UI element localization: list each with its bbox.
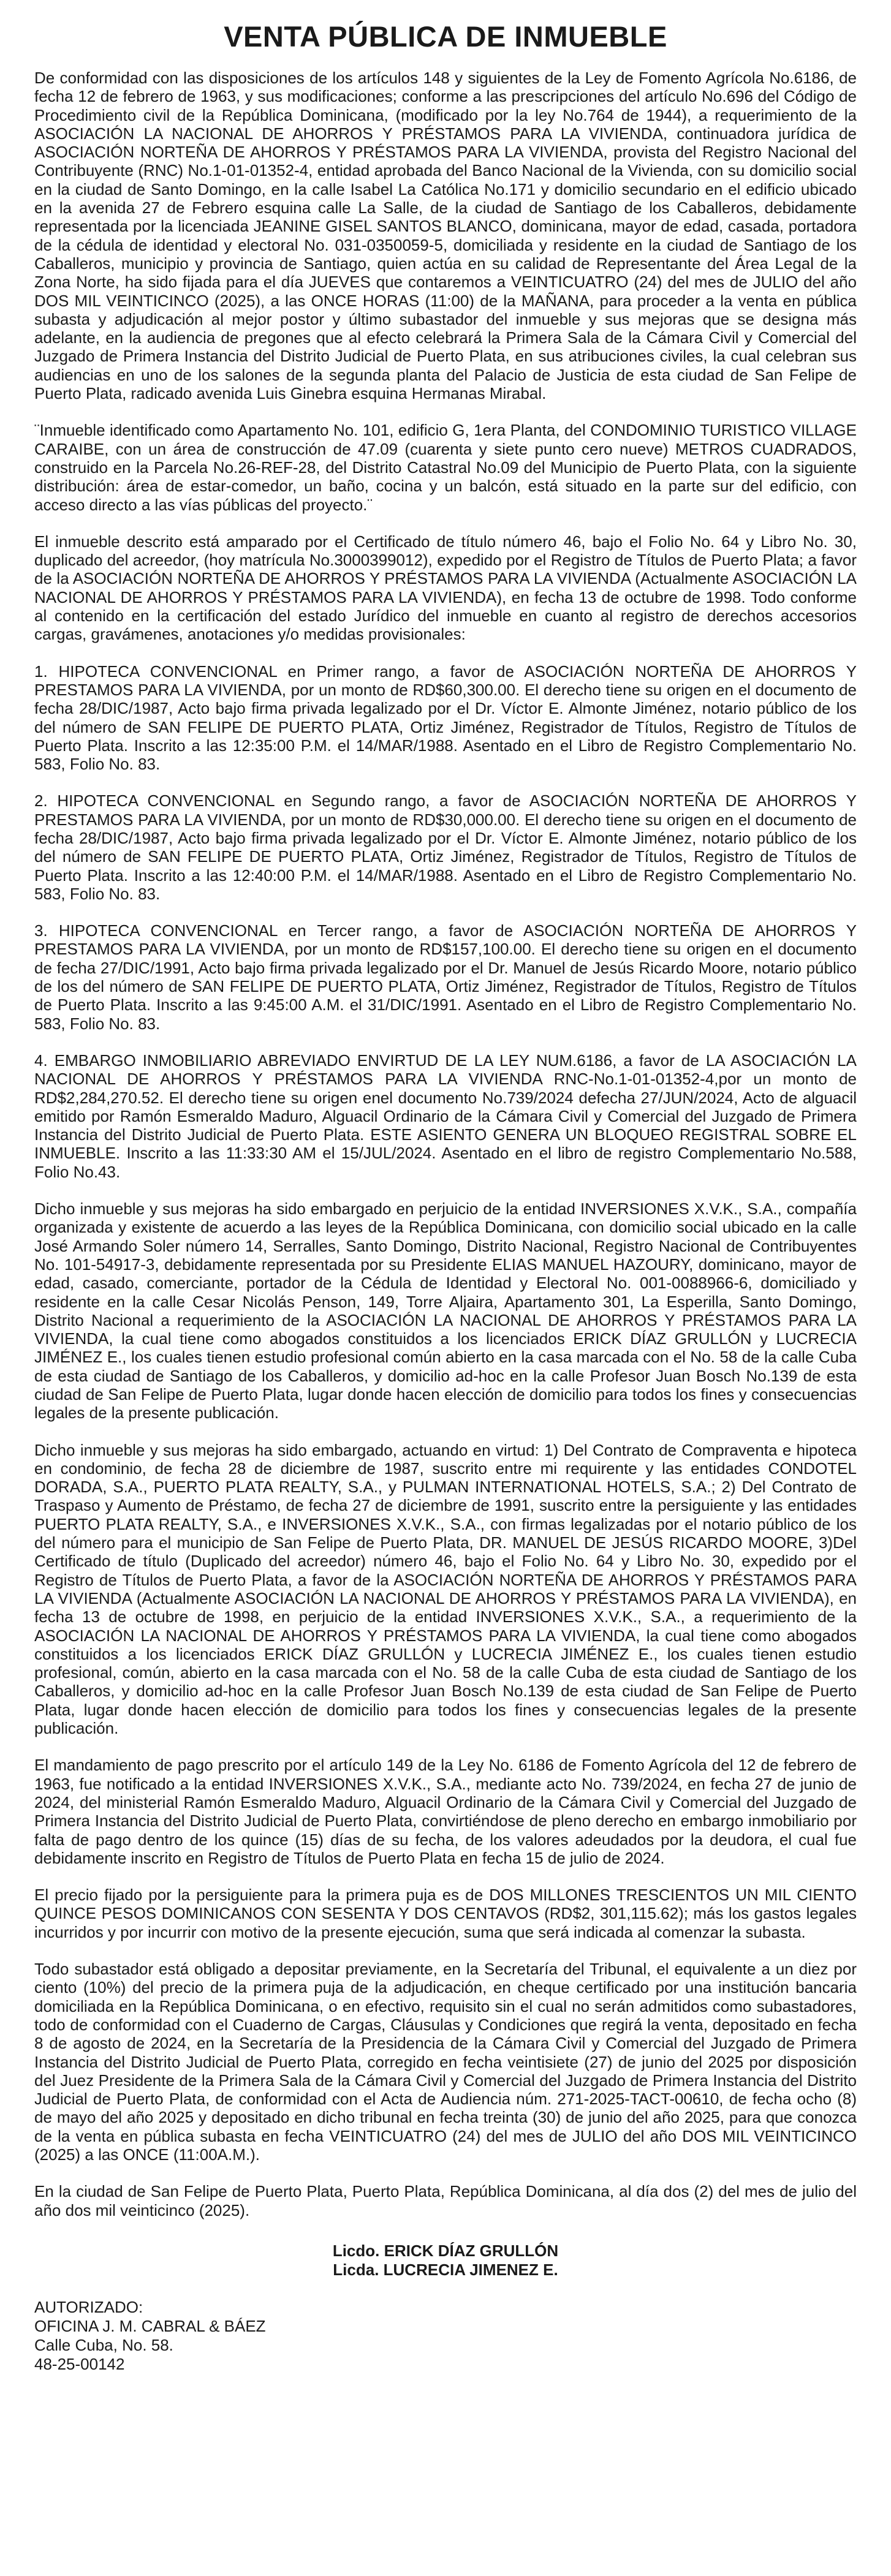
- debtor-paragraph: Dicho inmueble y sus mejoras ha sido embargado en perjuicio de la entidad INVERSIONES X.V.K., S.A., compañía organizada y existente de acuerdo a las leyes de la República Dominicana, con domicilio social ubicado en la calle José Armando Soler número 14, Serralles, Santo Domingo, Distrito Nacional, Registro Nacional de Contribuyentes No. 101-54917-3, debidamente representada por su Presidente ELIAS MANUEL HAZOURY, dominicano, mayor de edad, casado, comerciante, portador de la Cédula de Identidad y Electoral No. 001-0088966-6, domiciliado y residente en la calle Cesar Nicolás Penson, 149, Torre Aljaira, Apartamento 301, La Esperilla, Santo Domingo, Distrito Nacional a requerimiento de la ASOCIACIÓN LA NACIONAL DE AHORROS Y PRÉSTAMOS PARA LA VIVIENDA, la cual tiene como abogados constituidos a los licenciados ERICK DÍAZ GRULLÓN y LUCRECIA JIMÉNEZ E., los cuales tienen estudio profesional común abierto en la casa marcada con el No. 58 de la calle Cuba de esta ciudad de Santiago de los Caballeros, y domicilio ad-hoc en la calle Profesor Juan Bosch No.139 de esta ciudad de San Felipe de Puerto Plata, lugar donde hacen elección de domicilio para todos los fines y consecuencias legales de la presente publicación.: [34, 1199, 857, 1422]
- office-name: OFICINA J. M. CABRAL & BÁEZ: [34, 2316, 266, 2335]
- title-certificate-paragraph: El inmueble descrito está amparado por el Certificado de título número 46, bajo el Folio No. 64 y Libro No. 30, duplicado del acreedor, (hoy matrícula No.3000399012), expedido por el Registro de Títulos de Puerto Plata; a favor de la ASOCIACIÓN NORTEÑA DE AHORROS Y PRÉSTAMOS PARA LA VIVIENDA (Actualmente ASOCIACIÓN LA NACIONAL DE AHORROS Y PRÉSTAMOS PARA LA VIVIENDA), en fecha 13 de octubre de 1998. Todo conforme al contenido en la certificación del estado Jurídico del inmueble en cuanto al registro de derechos accesorios cargas, gravámenes, anotaciones y/o medidas provisionales:: [34, 532, 857, 644]
- second-mortgage-paragraph: 2. HIPOTECA CONVENCIONAL en Segundo rango, a favor de ASOCIACIÓN NORTEÑA DE AHORROS Y PRESTAMOS PARA LA VIVIENDA, por un monto de RD$30,000.00. El derecho tiene su origen en el documento de fecha 28/DIC/1987, Acto bajo firma privada legalizado por el Dr. Víctor E. Almonte Jiménez, notario público de los del número de SAN FELIPE DE PUERTO PLATA, Ortiz Jiménez, Registrador de Títulos, Registro de Títulos de Puerto Plata. Inscrito a las 12:40:00 P.M. el 14/MAR/1988. Asentado en el Libro de Registro Complementario No. 583, Folio No. 83.: [34, 791, 857, 903]
- signature-line: Licda. LUCRECIA JIMENEZ E.: [333, 2260, 558, 2279]
- payment-order-paragraph: El mandamiento de pago prescrito por el artículo 149 de la Ley No. 6186 de Fomento Agrícola del 12 de febrero de 1963, fue notificado a la entidad INVERSIONES X.V.K., S.A., mediante acto No. 739/2024, en fecha 27 de junio de 2024, del ministerial Ramón Esmeraldo Maduro, Alguacil Ordinario de la Cámara Civil y Comercial del Juzgado de Primera Instancia del Distrito Judicial de Puerto Plata, convirtiéndose de pleno derecho en embargo inmobiliario por falta de pago dentro de los quince (15) días de su fecha, de los valores adeudados por la deudora, el cual fue debidamente inscrito en Registro de Títulos de Puerto Plata en fecha 15 de julio de 2024.: [34, 1756, 857, 1867]
- date-place-paragraph: En la ciudad de San Felipe de Puerto Plata, Puerto Plata, República Dominicana, al día dos (2) del mes de julio del año dos mil veinticinco (2025).: [34, 2182, 857, 2219]
- notice-title: VENTA PÚBLICA DE INMUEBLE: [224, 20, 667, 53]
- intro-paragraph: De conformidad con las disposiciones de los artículos 148 y siguientes de la Ley de Fomento Agrícola No.6186, de fecha 12 de febrero de 1963, y sus modificaciones; conforme a las prescripciones del artículo No.696 del Código de Procedimiento civil de la República Dominicana, (modificado por la ley No.764 de 1944), a requerimiento de la ASOCIACIÓN LA NACIONAL DE AHORROS Y PRÉSTAMOS PARA LA VIVIENDA, continuadora jurídica de ASOCIACIÓN NORTEÑA DE AHORROS Y PRÉSTAMOS PARA LA VIVIENDA, provista del Registro Nacional del Contribuyente (RNC) No.1-01-01352-4, entidad aprobada del Banco Nacional de la Vivienda, con su domicilio social en la ciudad de Santo Domingo, en la calle Isabel La Católica No.171 y domicilio secundario en el edificio ubicado en la avenida 27 de Febrero esquina calle La Salle, de la ciudad de Santiago de los Caballeros, debidamente representada por la licenciada JEANINE GISEL SANTOS BLANCO, dominicana, mayor de edad, casada, portadora de la cédula de identidad y electoral No. 031-0350059-5, domiciliada y residente en la ciudad de Santiago de los Caballeros, municipio y provincia de Santiago, quien actúa en su calidad de Representante del Área Legal de la Zona Norte, ha sido fijada para el día JUEVES que contaremos a VEINTICUATRO (24) del mes de JULIO del año DOS MIL VEINTICINCO (2025), a las ONCE HORAS (11:00) de la MAÑANA, para proceder a la venta en pública subasta y adjudicación al mejor postor y último subastador del inmueble y sus mejoras que se designa más adelante, en la audiencia de pregones que al efecto celebrará la Primera Sala de la Cámara Civil y Comercial del Juzgado de Primera Instancia del Distrito Judicial de Puerto Plata, en sus atribuciones civiles, la cual celebran sus audiencias en uno de los salones de la segunda planta del Palacio de Justicia de esta ciudad de San Felipe de Puerto Plata, radicado avenida Luis Ginebra esquina Hermanas Mirabal.: [34, 69, 857, 403]
- deposit-requirement-paragraph: Todo subastador está obligado a depositar previamente, en la Secretaría del Tribunal, el equivalente a un diez por ciento (10%) del precio de la primera puja de la adjudicación, en cheque certificado por una institución bancaria domiciliada en la República Dominicana, o en efectivo, requisito sin el cual no serán admitidos como subastadores, todo de conformidad con el Cuaderno de Cargas, Cláusulas y Condiciones que regirá la venta, depositado en fecha 8 de agosto de 2024, en la Secretaría de la Presidencia de la Cámara Civil y Comercial del Juzgado de Primera Instancia del Distrito Judicial de Puerto Plata, corregido en fecha veintisiete (27) de junio del 2025 por disposición del Juez Presidente de la Primera Sala de la Cámara Civil y Comercial del Juzgado de Primera Instancia del Distrito Judicial de Puerto Plata, de conformidad con el Acta de Audiencia núm. 271-2025-TACT-00610, de fecha ocho (8) de mayo del año 2025 y depositado en dicho tribunal en fecha treinta (30) de junio del año 2025, para que conozca de la venta en pública subasta en fecha VEINTICUATRO (24) del mes de JULIO del año DOS MIL VEINTICINCO (2025) a las ONCE (11:00A.M.).: [34, 1960, 857, 2164]
- publication-code: 48-25-00142: [34, 2354, 125, 2373]
- office-address: Calle Cuba, No. 58.: [34, 2335, 173, 2354]
- signature-line: Licdo. ERICK DÍAZ GRULLÓN: [332, 2241, 559, 2260]
- price-paragraph: El precio fijado por la persiguiente para la primera puja es de DOS MILLONES TRESCIENTOS UN MIL CIENTO QUINCE PESOS DOMINICANOS CON SESENTA Y DOS CENTAVOS (RD$2, 301,115.62); más los gastos legales incurridos y por incurrir con motivo de la presente ejecución, suma que será indicada al comenzar la subasta.: [34, 1886, 857, 1941]
- signature-block: [34, 2242, 857, 2279]
- third-mortgage-paragraph: 3. HIPOTECA CONVENCIONAL en Tercer rango, a favor de ASOCIACIÓN NORTEÑA DE AHORROS Y PRESTAMOS PARA LA VIVIENDA, por un monto de RD$157,100.00. El derecho tiene su origen en el documento de fecha 27/DIC/1991, Acto bajo firma privada legalizado por el Dr. Manuel de Jesús Ricardo Moore, notario público de los del número de SAN FELIPE DE PUERTO PLATA, Ortiz Jiménez, Registrador de Títulos, Registro de Títulos de Puerto Plata. Inscrito a las 9:45:00 A.M. el 31/DIC/1991. Asentado en el Libro de Registro Complementario No. 583, Folio No. 83.: [34, 921, 857, 1033]
- authorization-label: AUTORIZADO:: [34, 2297, 143, 2316]
- legal-basis-paragraph: Dicho inmueble y sus mejoras ha sido embargado, actuando en virtud: 1) Del Contrato de Compraventa e hipoteca en condominio, de fecha 28 de diciembre de 1987, suscrito entre mi requirente y las entidades CONDOTEL DORADA, S.A., PUERTO PLATA REALTY, S.A., y PULMAN INTERNATIONAL HOTELS, S.A.; 2) Del Contrato de Traspaso y Aumento de Préstamo, de fecha 27 de diciembre de 1991, suscrito entre la persiguiente y las entidades PUERTO PLATA REALTY, S.A., e INVERSIONES X.V.K., S.A., con firmas legalizadas por el notario público de los del número para el municipio de San Felipe de Puerto Plata, DR. MANUEL DE JESÚS RICARDO MOORE, 3)Del Certificado de título (Duplicado del acreedor) número 46, bajo el Folio No. 64 y Libro No. 30, expedido por el Registro de Títulos de Puerto Plata, a favor de la ASOCIACIÓN NORTEÑA DE AHORROS Y PRÉSTAMOS PARA LA VIVIENDA (Actualmente ASOCIACIÓN LA NACIONAL DE AHORROS Y PRÉSTAMOS PARA LA VIVIENDA), en fecha 13 de octubre de 1998, en perjuicio de la entidad INVERSIONES X.V.K., S.A., a requerimiento de la ASOCIACIÓN LA NACIONAL DE AHORROS Y PRÉSTAMOS PARA LA VIVIENDA, la cual tiene como abogados constituidos a los licenciados ERICK DÍAZ GRULLÓN y LUCRECIA JIMÉNEZ E., los cuales tienen estudio profesional, común, abierto en la casa marcada con el No. 58 de la calle Cuba de esta ciudad de Santiago de los Caballeros, y domicilio ad-hoc en la calle Profesor Juan Bosch No.139 de esta ciudad de San Felipe de Puerto Plata, lugar donde hacen elección de domicilio para todos los fines y consecuencias legales de la presente publicación.: [34, 1440, 857, 1738]
- first-mortgage-paragraph: 1. HIPOTECA CONVENCIONAL en Primer rango, a favor de ASOCIACIÓN NORTEÑA DE AHORROS Y PRESTAMOS PARA LA VIVIENDA, por un monto de RD$60,300.00. El derecho tiene su origen en el documento de fecha 28/DIC/1987, Acto bajo firma privada legalizado por el Dr. Víctor E. Almonte Jiménez, notario público de los del número de SAN FELIPE DE PUERTO PLATA, Ortiz Jiménez, Registrador de Títulos, Registro de Títulos de Puerto Plata. Inscrito a las 12:35:00 P.M. el 14/MAR/1988. Asentado en el Libro de Registro Complementario No. 583, Folio No. 83.: [34, 662, 857, 774]
- authorization-block: [34, 2298, 857, 2374]
- seizure-paragraph: 4. EMBARGO INMOBILIARIO ABREVIADO ENVIRTUD DE LA LEY NUM.6186, a favor de LA ASOCIACIÓN LA NACIONAL DE AHORROS Y PRÉSTAMOS PARA LA VIVIENDA RNC-No.1-01-01352-4,por un monto de RD$2,284,270.52. El derecho tiene su origen enel documento No.739/2024 defecha 27/JUN/2024, Acto de alguacil emitido por Ramón Esmeraldo Maduro, Alguacil Ordinario de la Cámara Civil y Comercial del Juzgado de Primera Instancia del Distrito Judicial de Puerto Plata. ESTE ASIENTO GENERA UN BLOQUEO REGISTRAL SOBRE EL INMUEBLE. Inscrito a las 11:33:30 AM el 15/JUL/2024. Asentado en el libro de registro Complementario No.588, Folio No.43.: [34, 1051, 857, 1181]
- property-description-paragraph: ¨Inmueble identificado como Apartamento No. 101, edificio G, 1era Planta, del CONDOMINIO TURISTICO VILLAGE CARAIBE, con un área de construcción de 47.09 (cuarenta y siete punto cero nueve) METROS CUADRADOS, construido en la Parcela No.26-REF-28, del Distrito Catastral No.09 del Municipio de Puerto Plata, con la siguiente distribución: área de estar-comedor, un baño, cocina y un balcón, está situado en la parte sur del edificio, con acceso directo a las vías públicas del proyecto.¨: [34, 421, 857, 514]
